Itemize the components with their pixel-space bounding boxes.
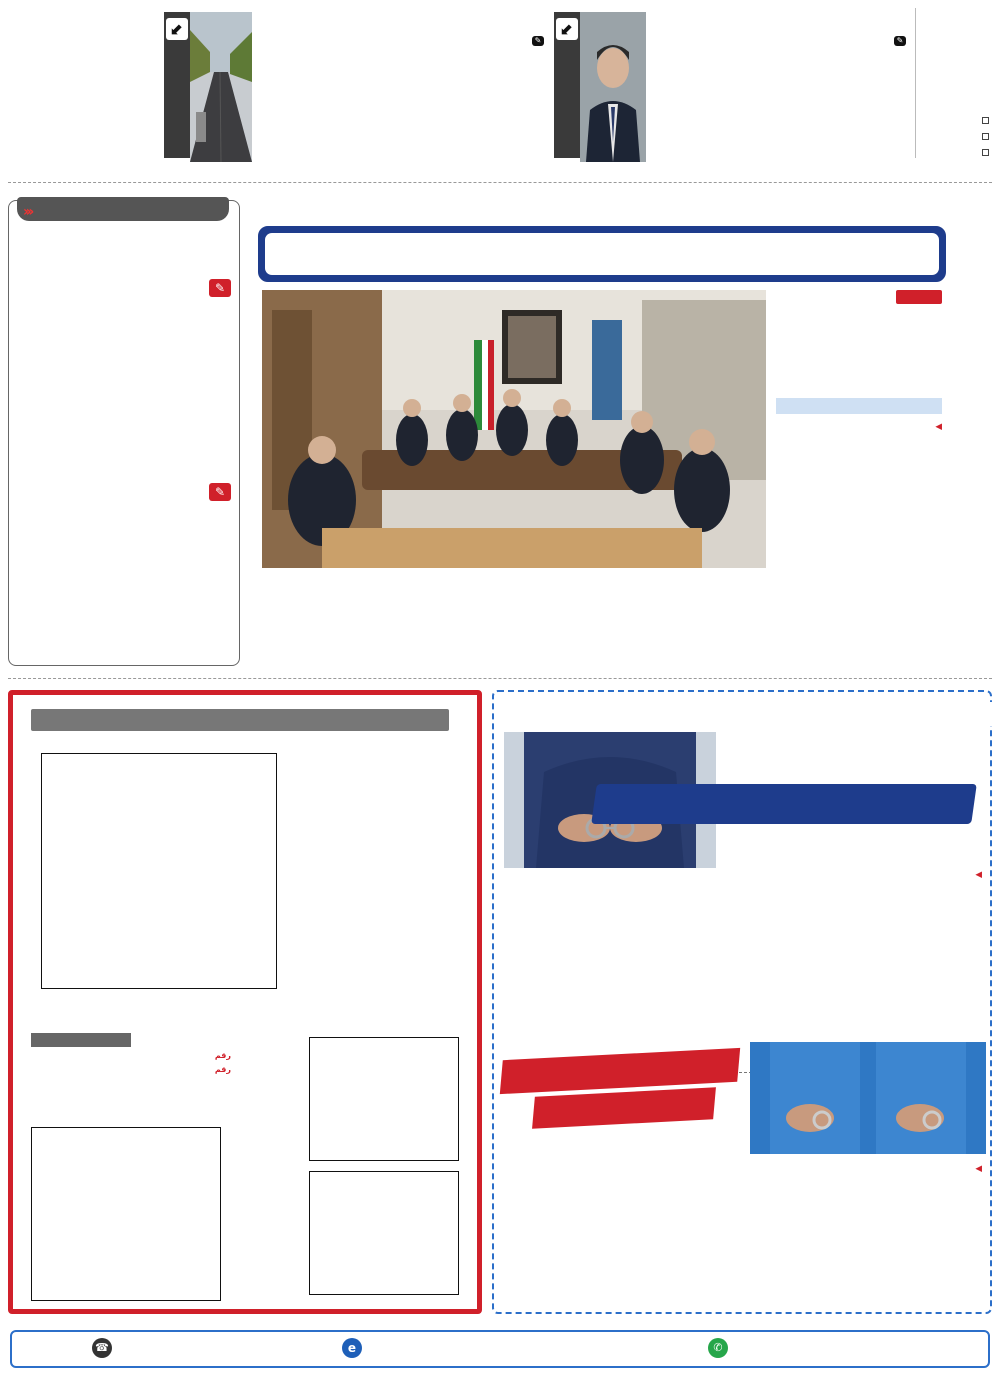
main-headline-banner: [258, 226, 946, 282]
footer-office-phone[interactable]: [92, 1338, 112, 1358]
divider: [8, 182, 992, 183]
crossword-column-numbers: [43, 739, 279, 753]
crime-story1-body-a: [750, 914, 982, 1060]
city-item: [978, 146, 989, 162]
short-news-body: [17, 301, 231, 441]
main-col1: [774, 420, 942, 666]
pen-icon: ✎: [209, 483, 231, 501]
pen-icon: ✎: [209, 279, 231, 297]
email-icon: e: [342, 1338, 362, 1358]
footer-contact-bar: [10, 1330, 990, 1368]
divider: [8, 678, 992, 679]
short-news-box: [8, 200, 240, 666]
road-photo: [190, 12, 252, 162]
triangle-bullet-icon: ◀: [975, 870, 982, 880]
meeting-photo: [262, 290, 766, 568]
triangle-bullet-icon: ◀: [975, 1164, 982, 1174]
story-asphalt-body: [262, 34, 544, 162]
story-school-body: [652, 34, 906, 162]
short-news-byline: [19, 483, 231, 503]
down-clues: [299, 897, 459, 1031]
answer-grid-crossword: [309, 1171, 459, 1295]
pen-icon: ✎: [894, 36, 906, 46]
crime-story1-lead: [750, 868, 982, 910]
portrait-photo: [580, 12, 646, 162]
main-byline: [776, 398, 942, 414]
handcuff-photo-2: [750, 1042, 986, 1154]
puzzle-frame: [8, 690, 482, 1314]
crossword-title: [31, 709, 449, 731]
city-list: [978, 114, 989, 162]
crime-story2-body-c: [504, 1162, 646, 1308]
short-news-body: [17, 505, 231, 657]
whatsapp-icon: ✆: [708, 1338, 728, 1358]
masthead: [915, 8, 993, 158]
sudoku-rows: [31, 1049, 231, 1077]
chevrons-icon: ‹‹‹: [23, 204, 32, 220]
phone-icon: ☎: [92, 1338, 112, 1358]
crime-story2-body-b: [654, 1162, 814, 1308]
main-col2: [642, 574, 766, 666]
crime-headline-2: [591, 784, 977, 824]
down-clues-cont: [31, 993, 291, 1031]
main-lead: [774, 292, 942, 388]
footer-mobile[interactable]: [708, 1338, 728, 1358]
triangle-bullet-icon: ◀: [935, 422, 942, 432]
crime-story2-lead: [822, 1162, 982, 1224]
crossword-row-numbers: [281, 753, 295, 989]
main-col3: [480, 574, 634, 666]
city-item: [978, 130, 989, 146]
city-item: [978, 114, 989, 130]
arrow-down-icon: ⬋: [166, 18, 188, 40]
arrow-down-icon: ⬋: [556, 18, 578, 40]
answer-label-crossword: [291, 1171, 305, 1301]
sudoku-row: رقم: [214, 1065, 231, 1074]
crime-section: [492, 690, 992, 1314]
crime-contact: [752, 704, 870, 730]
sudoku-row: رقم: [214, 1051, 231, 1060]
answer-grid-sudoku: [309, 1037, 459, 1161]
pen-icon: ✎: [532, 36, 544, 46]
sepidar-logo: [235, 1041, 285, 1181]
section-tag-urban: [164, 12, 190, 158]
crime-story2-body-a: [822, 1228, 982, 1308]
footer-email[interactable]: [342, 1338, 362, 1358]
crossword-grid: [41, 753, 277, 989]
short-news-header: [17, 197, 229, 221]
main-col4: [262, 574, 472, 666]
crime-story1-body-b: [504, 868, 736, 1060]
across-clues: [299, 757, 459, 879]
sudoku-title: [31, 1033, 131, 1047]
short-news-byline: [19, 279, 231, 299]
section-tag-culture: [554, 12, 580, 158]
crime-headline-4: [532, 1087, 716, 1128]
answer-label-sudoku: [291, 1037, 305, 1167]
kakuro-grid: [31, 1127, 221, 1301]
